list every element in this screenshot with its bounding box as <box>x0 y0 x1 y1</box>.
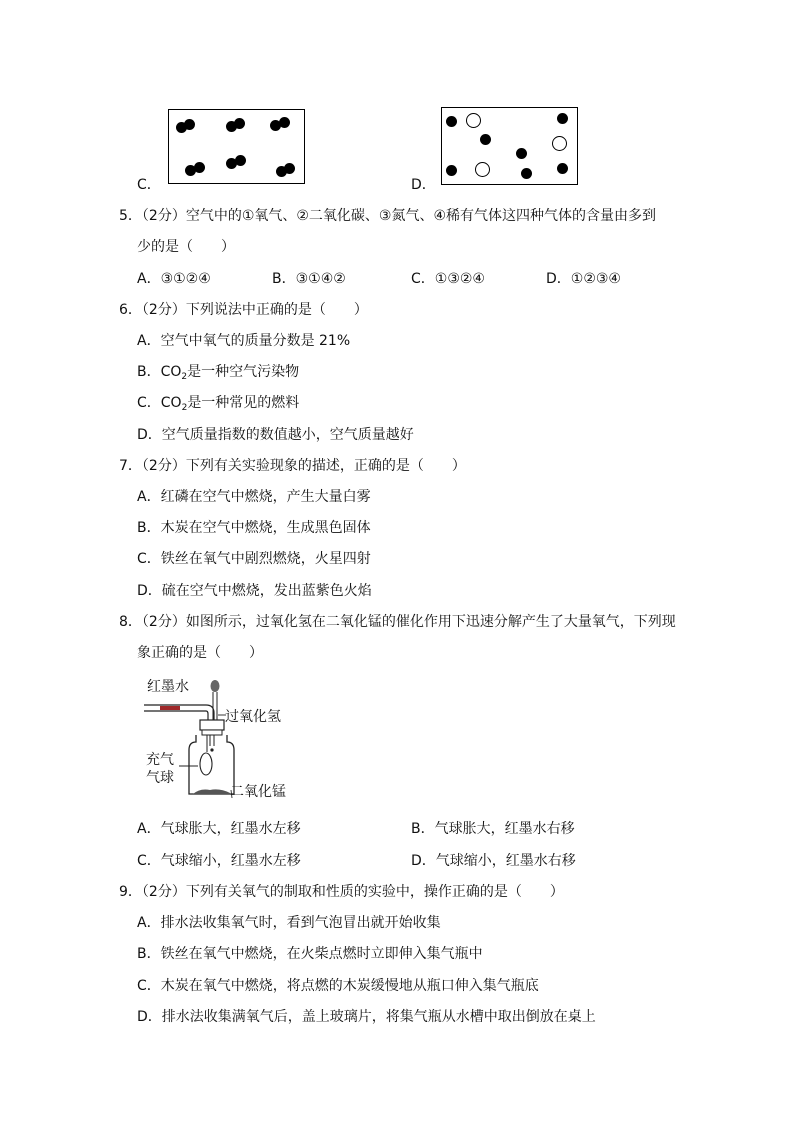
q7-option-d[interactable]: D．硫在空气中燃烧，发出蓝紫色火焰 <box>137 583 372 599</box>
q4-option-d-label: D． <box>411 177 436 193</box>
label-red-ink: 红墨水 <box>147 679 189 695</box>
q9-option-c[interactable]: C．木炭在氧气中燃烧，将点燃的木炭缓慢地从瓶口伸入集气瓶底 <box>137 978 539 994</box>
q9-option-b[interactable]: B．铁丝在氧气中燃烧，在火柴点燃时立即伸入集气瓶中 <box>137 946 483 962</box>
q5-option-c[interactable]: C．①③②④ <box>411 271 485 287</box>
manganese-dioxide-powder <box>193 789 230 794</box>
q7-option-a[interactable]: A．红磷在空气中燃烧，产生大量白雾 <box>137 489 371 505</box>
q5-option-d[interactable]: D．①②③④ <box>546 271 621 287</box>
q7-option-c[interactable]: C．铁丝在氧气中剧烈燃烧，火星四射 <box>137 551 371 567</box>
q9-stem: 9．（2分）下列有关氧气的制取和性质的实验中，操作正确的是（ ） <box>119 884 564 900</box>
dropper-bulb-icon <box>211 680 220 692</box>
particle-diagram-d <box>441 107 578 185</box>
label-manganese-dioxide: 二氧化锰 <box>230 784 286 800</box>
label-hydrogen-peroxide: 过氧化氢 <box>225 709 281 725</box>
q9-option-d[interactable]: D．排水法收集满氧气后，盖上玻璃片，将集气瓶从水槽中取出倒放在桌上 <box>137 1009 596 1025</box>
particle-diagram-c <box>168 109 305 184</box>
label-balloon-1: 充气 <box>146 752 174 768</box>
red-ink-column <box>160 706 180 710</box>
q5-stem-line1: 5．（2分）空气中的①氧气、②二氧化碳、③氮气、④稀有气体这四种气体的含量由多到 <box>119 208 657 224</box>
q7-option-b[interactable]: B．木炭在空气中燃烧，生成黑色固体 <box>137 520 371 536</box>
q8-stem-line1: 8．（2分）如图所示，过氧化氢在二氧化锰的催化作用下迅速分解产生了大量氧气，下列现 <box>119 614 676 630</box>
q8-option-a[interactable]: A．气球胀大，红墨水左移 <box>137 821 301 837</box>
q5-stem-line2: 少的是（ ） <box>137 239 235 255</box>
q6-stem: 6．（2分）下列说法中正确的是（ ） <box>119 302 368 318</box>
balloon-icon <box>200 753 212 775</box>
q8-apparatus-figure <box>138 672 308 804</box>
q8-option-c[interactable]: C．气球缩小，红墨水左移 <box>137 853 301 869</box>
q7-stem: 7．（2分）下列有关实验现象的描述，正确的是（ ） <box>119 458 466 474</box>
q6-option-a[interactable]: A．空气中氧气的质量分数是 21% <box>137 333 351 349</box>
q8-option-b[interactable]: B．气球胀大，红墨水右移 <box>411 821 575 837</box>
q5-option-b[interactable]: B．③①④② <box>272 271 346 287</box>
label-balloon-2: 气球 <box>146 770 174 786</box>
q6-option-d[interactable]: D．空气质量指数的数值越小，空气质量越好 <box>137 427 414 443</box>
q8-option-d[interactable]: D．气球缩小，红墨水右移 <box>411 853 576 869</box>
q5-option-a[interactable]: A．③①②④ <box>137 271 211 287</box>
q4-option-c-label: C． <box>137 177 161 193</box>
q6-option-b[interactable]: B．$CO_2$是一种空气污染物 <box>137 364 300 382</box>
q9-option-a[interactable]: A．排水法收集氧气时，看到气泡冒出就开始收集 <box>137 915 441 931</box>
q8-stem-line2: 象正确的是（ ） <box>137 645 263 661</box>
q6-option-c[interactable]: C．$CO_2$是一种常见的燃料 <box>137 395 300 413</box>
stopper <box>200 720 224 730</box>
